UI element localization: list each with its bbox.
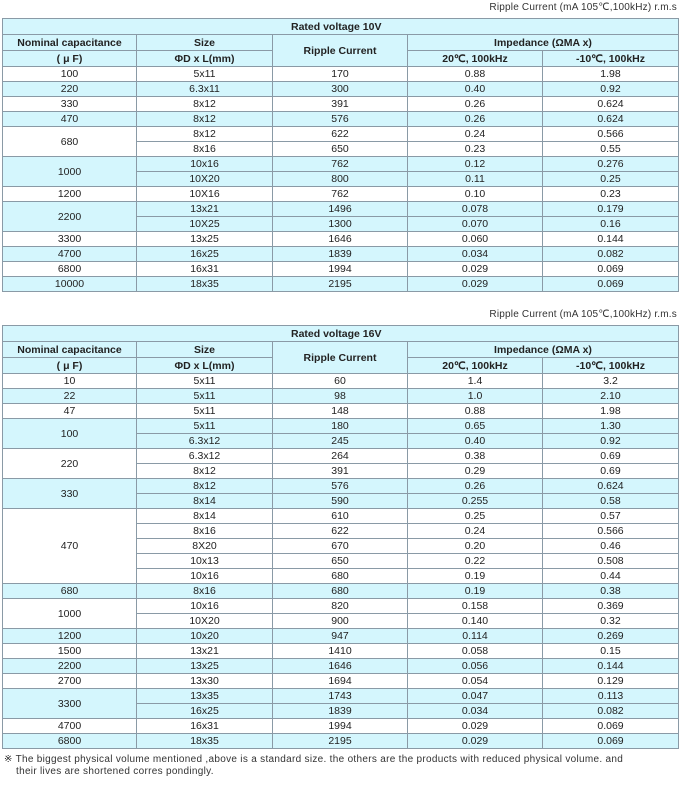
cell-size: 10X20 bbox=[137, 172, 273, 187]
cell-ripple-current: 180 bbox=[273, 419, 408, 434]
col-header-capacitance-unit: ( μ F) bbox=[3, 51, 137, 67]
cell-impedance-20c: 0.029 bbox=[408, 719, 543, 734]
cell-impedance-m10c: 0.15 bbox=[543, 644, 679, 659]
cell-impedance-m10c: 0.69 bbox=[543, 464, 679, 479]
cell-impedance-m10c: 0.508 bbox=[543, 554, 679, 569]
cell-impedance-m10c: 0.129 bbox=[543, 674, 679, 689]
col-header-imp-20c: 20℃, 100kHz bbox=[408, 358, 543, 374]
col-header-imp-20c: 20℃, 100kHz bbox=[408, 51, 543, 67]
cell-ripple-current: 300 bbox=[273, 82, 408, 97]
cell-ripple-current: 650 bbox=[273, 554, 408, 569]
cell-size: 10X20 bbox=[137, 614, 273, 629]
cell-ripple-current: 391 bbox=[273, 464, 408, 479]
cell-capacitance: 470 bbox=[3, 509, 137, 584]
cell-capacitance: 470 bbox=[3, 112, 137, 127]
cell-ripple-current: 1646 bbox=[273, 659, 408, 674]
cell-impedance-m10c: 0.069 bbox=[543, 277, 679, 292]
cell-size: 8x16 bbox=[137, 584, 273, 599]
cell-impedance-20c: 0.054 bbox=[408, 674, 543, 689]
cell-size: 10X25 bbox=[137, 217, 273, 232]
col-header-ripple: Ripple Current bbox=[273, 342, 408, 374]
cell-ripple-current: 576 bbox=[273, 112, 408, 127]
table-row bbox=[3, 97, 679, 112]
cell-capacitance: 330 bbox=[3, 479, 137, 509]
cell-impedance-20c: 0.38 bbox=[408, 449, 543, 464]
col-header-imp-m10c: -10℃, 100kHz bbox=[543, 358, 679, 374]
cell-impedance-20c: 0.19 bbox=[408, 569, 543, 584]
table-row bbox=[3, 599, 679, 614]
cell-impedance-m10c: 0.38 bbox=[543, 584, 679, 599]
cell-impedance-20c: 0.029 bbox=[408, 277, 543, 292]
cell-size: 8x12 bbox=[137, 112, 273, 127]
col-header-capacitance-unit: ( μ F) bbox=[3, 358, 137, 374]
cell-impedance-20c: 0.078 bbox=[408, 202, 543, 217]
footnote bbox=[4, 754, 680, 778]
table-row bbox=[3, 674, 679, 689]
cell-impedance-m10c: 0.566 bbox=[543, 127, 679, 142]
table-row bbox=[3, 629, 679, 644]
col-header-imp-m10c: -10℃, 100kHz bbox=[543, 51, 679, 67]
cell-size: 6.3x12 bbox=[137, 434, 273, 449]
col-header-size: Size bbox=[137, 342, 273, 358]
cell-ripple-current: 622 bbox=[273, 524, 408, 539]
cell-capacitance: 4700 bbox=[3, 719, 137, 734]
cell-size: 10x16 bbox=[137, 157, 273, 172]
cell-size: 8x12 bbox=[137, 127, 273, 142]
cell-impedance-20c: 0.24 bbox=[408, 524, 543, 539]
col-header-ripple: Ripple Current bbox=[273, 35, 408, 67]
cell-size: 16x25 bbox=[137, 704, 273, 719]
cell-impedance-m10c: 0.55 bbox=[543, 142, 679, 157]
table-row bbox=[3, 509, 679, 524]
cell-size: 6.3x11 bbox=[137, 82, 273, 97]
cell-capacitance: 680 bbox=[3, 127, 137, 157]
cell-impedance-m10c: 0.46 bbox=[543, 539, 679, 554]
cell-impedance-20c: 0.034 bbox=[408, 704, 543, 719]
cell-capacitance: 1200 bbox=[3, 629, 137, 644]
cell-size: 13x25 bbox=[137, 232, 273, 247]
col-header-impedance: Impedance (ΩMA x) bbox=[408, 35, 679, 51]
cell-impedance-m10c: 0.069 bbox=[543, 719, 679, 734]
cell-size: 8X20 bbox=[137, 539, 273, 554]
cell-impedance-m10c: 0.179 bbox=[543, 202, 679, 217]
cell-size: 16x31 bbox=[137, 719, 273, 734]
table-row bbox=[3, 644, 679, 659]
cell-impedance-20c: 0.12 bbox=[408, 157, 543, 172]
table-title: Rated voltage 16V bbox=[3, 326, 679, 342]
cell-size: 5x11 bbox=[137, 67, 273, 82]
cell-impedance-m10c: 0.276 bbox=[543, 157, 679, 172]
cell-impedance-20c: 0.114 bbox=[408, 629, 543, 644]
table-row bbox=[3, 479, 679, 494]
cell-ripple-current: 1496 bbox=[273, 202, 408, 217]
table-row bbox=[3, 719, 679, 734]
cell-ripple-current: 245 bbox=[273, 434, 408, 449]
cell-impedance-20c: 0.11 bbox=[408, 172, 543, 187]
cell-impedance-m10c: 0.269 bbox=[543, 629, 679, 644]
col-header-capacitance: Nominal capacitance bbox=[3, 35, 137, 51]
cell-impedance-m10c: 0.624 bbox=[543, 479, 679, 494]
table-row bbox=[3, 689, 679, 704]
col-header-size-unit: ΦD x L(mm) bbox=[137, 358, 273, 374]
cell-impedance-20c: 0.158 bbox=[408, 599, 543, 614]
ripple-current-note: Ripple Current (mA 105℃,100kHz) r.m.s bbox=[489, 2, 677, 13]
cell-capacitance: 3300 bbox=[3, 689, 137, 719]
cell-size: 13x21 bbox=[137, 644, 273, 659]
cell-impedance-m10c: 0.57 bbox=[543, 509, 679, 524]
cell-ripple-current: 1994 bbox=[273, 262, 408, 277]
cell-size: 13x35 bbox=[137, 689, 273, 704]
cell-ripple-current: 680 bbox=[273, 584, 408, 599]
cell-ripple-current: 1839 bbox=[273, 704, 408, 719]
cell-ripple-current: 670 bbox=[273, 539, 408, 554]
cell-impedance-m10c: 0.144 bbox=[543, 232, 679, 247]
cell-capacitance: 1000 bbox=[3, 157, 137, 187]
table-row bbox=[3, 584, 679, 599]
col-header-size-unit: ΦD x L(mm) bbox=[137, 51, 273, 67]
cell-impedance-20c: 0.88 bbox=[408, 67, 543, 82]
cell-ripple-current: 170 bbox=[273, 67, 408, 82]
spec-table-10v bbox=[2, 18, 679, 292]
cell-size: 5x11 bbox=[137, 404, 273, 419]
cell-size: 13x25 bbox=[137, 659, 273, 674]
cell-capacitance: 2700 bbox=[3, 674, 137, 689]
cell-ripple-current: 264 bbox=[273, 449, 408, 464]
cell-capacitance: 1200 bbox=[3, 187, 137, 202]
cell-impedance-m10c: 0.082 bbox=[543, 704, 679, 719]
cell-capacitance: 2200 bbox=[3, 202, 137, 232]
table-row bbox=[3, 659, 679, 674]
table-row bbox=[3, 449, 679, 464]
cell-impedance-m10c: 0.16 bbox=[543, 217, 679, 232]
cell-impedance-m10c: 0.58 bbox=[543, 494, 679, 509]
cell-impedance-m10c: 0.32 bbox=[543, 614, 679, 629]
cell-size: 10x16 bbox=[137, 599, 273, 614]
cell-size: 8x14 bbox=[137, 494, 273, 509]
cell-ripple-current: 148 bbox=[273, 404, 408, 419]
cell-ripple-current: 576 bbox=[273, 479, 408, 494]
cell-size: 18x35 bbox=[137, 277, 273, 292]
cell-impedance-20c: 1.0 bbox=[408, 389, 543, 404]
cell-impedance-20c: 0.058 bbox=[408, 644, 543, 659]
cell-capacitance: 100 bbox=[3, 419, 137, 449]
cell-impedance-m10c: 0.069 bbox=[543, 262, 679, 277]
cell-ripple-current: 762 bbox=[273, 157, 408, 172]
cell-capacitance: 4700 bbox=[3, 247, 137, 262]
table-row bbox=[3, 389, 679, 404]
footnote-line-2: their lives are shortened corres pondingly. bbox=[16, 766, 214, 777]
cell-ripple-current: 391 bbox=[273, 97, 408, 112]
cell-impedance-m10c: 1.98 bbox=[543, 67, 679, 82]
cell-impedance-m10c: 0.369 bbox=[543, 599, 679, 614]
cell-size: 13x21 bbox=[137, 202, 273, 217]
cell-impedance-20c: 0.23 bbox=[408, 142, 543, 157]
cell-impedance-20c: 0.034 bbox=[408, 247, 543, 262]
cell-impedance-20c: 0.22 bbox=[408, 554, 543, 569]
cell-impedance-20c: 0.88 bbox=[408, 404, 543, 419]
cell-capacitance: 2200 bbox=[3, 659, 137, 674]
cell-impedance-20c: 0.140 bbox=[408, 614, 543, 629]
table-row bbox=[3, 67, 679, 82]
cell-ripple-current: 590 bbox=[273, 494, 408, 509]
cell-ripple-current: 680 bbox=[273, 569, 408, 584]
cell-impedance-m10c: 0.624 bbox=[543, 112, 679, 127]
cell-size: 5x11 bbox=[137, 389, 273, 404]
cell-impedance-20c: 0.047 bbox=[408, 689, 543, 704]
cell-impedance-m10c: 3.2 bbox=[543, 374, 679, 389]
cell-ripple-current: 1839 bbox=[273, 247, 408, 262]
table-row bbox=[3, 127, 679, 142]
cell-capacitance: 1000 bbox=[3, 599, 137, 629]
table-row bbox=[3, 157, 679, 172]
cell-capacitance: 22 bbox=[3, 389, 137, 404]
cell-impedance-20c: 0.029 bbox=[408, 262, 543, 277]
cell-size: 8x16 bbox=[137, 524, 273, 539]
cell-impedance-20c: 1.4 bbox=[408, 374, 543, 389]
cell-ripple-current: 1410 bbox=[273, 644, 408, 659]
cell-impedance-m10c: 0.92 bbox=[543, 82, 679, 97]
cell-ripple-current: 2195 bbox=[273, 734, 408, 749]
cell-impedance-m10c: 0.113 bbox=[543, 689, 679, 704]
ripple-current-note: Ripple Current (mA 105℃,100kHz) r.m.s bbox=[489, 309, 677, 320]
table-row bbox=[3, 419, 679, 434]
cell-impedance-20c: 0.070 bbox=[408, 217, 543, 232]
cell-impedance-m10c: 0.23 bbox=[543, 187, 679, 202]
cell-ripple-current: 98 bbox=[273, 389, 408, 404]
cell-impedance-20c: 0.26 bbox=[408, 112, 543, 127]
cell-impedance-20c: 0.20 bbox=[408, 539, 543, 554]
cell-impedance-m10c: 0.082 bbox=[543, 247, 679, 262]
cell-capacitance: 6800 bbox=[3, 734, 137, 749]
cell-impedance-m10c: 0.44 bbox=[543, 569, 679, 584]
cell-impedance-20c: 0.26 bbox=[408, 479, 543, 494]
cell-capacitance: 10000 bbox=[3, 277, 137, 292]
table-row bbox=[3, 277, 679, 292]
cell-capacitance: 220 bbox=[3, 82, 137, 97]
table-row bbox=[3, 262, 679, 277]
cell-impedance-20c: 0.060 bbox=[408, 232, 543, 247]
cell-capacitance: 6800 bbox=[3, 262, 137, 277]
cell-size: 8x12 bbox=[137, 97, 273, 112]
cell-impedance-m10c: 0.069 bbox=[543, 734, 679, 749]
cell-impedance-20c: 0.26 bbox=[408, 97, 543, 112]
cell-ripple-current: 610 bbox=[273, 509, 408, 524]
cell-capacitance: 680 bbox=[3, 584, 137, 599]
cell-impedance-m10c: 0.566 bbox=[543, 524, 679, 539]
cell-ripple-current: 1646 bbox=[273, 232, 408, 247]
cell-impedance-20c: 0.19 bbox=[408, 584, 543, 599]
cell-impedance-m10c: 1.98 bbox=[543, 404, 679, 419]
cell-ripple-current: 650 bbox=[273, 142, 408, 157]
footnote-line-1: ※ The biggest physical volume mentioned ,above is a standard size. the others are the products with reduced physical volume. and bbox=[4, 754, 624, 765]
cell-ripple-current: 2195 bbox=[273, 277, 408, 292]
cell-ripple-current: 1994 bbox=[273, 719, 408, 734]
table-title: Rated voltage 10V bbox=[3, 19, 679, 35]
cell-capacitance: 10 bbox=[3, 374, 137, 389]
cell-ripple-current: 60 bbox=[273, 374, 408, 389]
cell-impedance-20c: 0.029 bbox=[408, 734, 543, 749]
cell-impedance-20c: 0.10 bbox=[408, 187, 543, 202]
table-row bbox=[3, 82, 679, 97]
col-header-impedance: Impedance (ΩMA x) bbox=[408, 342, 679, 358]
cell-size: 8x16 bbox=[137, 142, 273, 157]
cell-size: 8x14 bbox=[137, 509, 273, 524]
cell-size: 10x16 bbox=[137, 569, 273, 584]
cell-capacitance: 330 bbox=[3, 97, 137, 112]
col-header-size: Size bbox=[137, 35, 273, 51]
table-row bbox=[3, 374, 679, 389]
cell-ripple-current: 1300 bbox=[273, 217, 408, 232]
cell-impedance-m10c: 1.30 bbox=[543, 419, 679, 434]
cell-ripple-current: 900 bbox=[273, 614, 408, 629]
cell-capacitance: 1500 bbox=[3, 644, 137, 659]
cell-ripple-current: 1694 bbox=[273, 674, 408, 689]
cell-impedance-20c: 0.40 bbox=[408, 82, 543, 97]
cell-impedance-20c: 0.255 bbox=[408, 494, 543, 509]
cell-impedance-20c: 0.24 bbox=[408, 127, 543, 142]
cell-impedance-m10c: 0.624 bbox=[543, 97, 679, 112]
cell-capacitance: 100 bbox=[3, 67, 137, 82]
cell-impedance-20c: 0.40 bbox=[408, 434, 543, 449]
cell-size: 5x11 bbox=[137, 374, 273, 389]
table-row bbox=[3, 247, 679, 262]
cell-size: 10x20 bbox=[137, 629, 273, 644]
table-row bbox=[3, 202, 679, 217]
cell-size: 16x31 bbox=[137, 262, 273, 277]
cell-size: 8x12 bbox=[137, 464, 273, 479]
cell-size: 8x12 bbox=[137, 479, 273, 494]
cell-capacitance: 47 bbox=[3, 404, 137, 419]
cell-impedance-20c: 0.25 bbox=[408, 509, 543, 524]
cell-ripple-current: 1743 bbox=[273, 689, 408, 704]
cell-capacitance: 220 bbox=[3, 449, 137, 479]
cell-impedance-20c: 0.65 bbox=[408, 419, 543, 434]
table-row bbox=[3, 734, 679, 749]
cell-ripple-current: 762 bbox=[273, 187, 408, 202]
cell-impedance-m10c: 2.10 bbox=[543, 389, 679, 404]
cell-ripple-current: 800 bbox=[273, 172, 408, 187]
table-row bbox=[3, 404, 679, 419]
cell-size: 18x35 bbox=[137, 734, 273, 749]
cell-impedance-20c: 0.29 bbox=[408, 464, 543, 479]
cell-size: 10x13 bbox=[137, 554, 273, 569]
cell-size: 6.3x12 bbox=[137, 449, 273, 464]
table-row bbox=[3, 187, 679, 202]
spec-table-16v bbox=[2, 325, 679, 749]
cell-ripple-current: 820 bbox=[273, 599, 408, 614]
cell-size: 16x25 bbox=[137, 247, 273, 262]
cell-ripple-current: 622 bbox=[273, 127, 408, 142]
cell-impedance-20c: 0.056 bbox=[408, 659, 543, 674]
cell-impedance-m10c: 0.25 bbox=[543, 172, 679, 187]
table-row bbox=[3, 232, 679, 247]
cell-ripple-current: 947 bbox=[273, 629, 408, 644]
table-row bbox=[3, 112, 679, 127]
cell-size: 5x11 bbox=[137, 419, 273, 434]
cell-impedance-m10c: 0.92 bbox=[543, 434, 679, 449]
cell-capacitance: 3300 bbox=[3, 232, 137, 247]
cell-impedance-m10c: 0.69 bbox=[543, 449, 679, 464]
col-header-capacitance: Nominal capacitance bbox=[3, 342, 137, 358]
cell-size: 10X16 bbox=[137, 187, 273, 202]
cell-size: 13x30 bbox=[137, 674, 273, 689]
cell-impedance-m10c: 0.144 bbox=[543, 659, 679, 674]
